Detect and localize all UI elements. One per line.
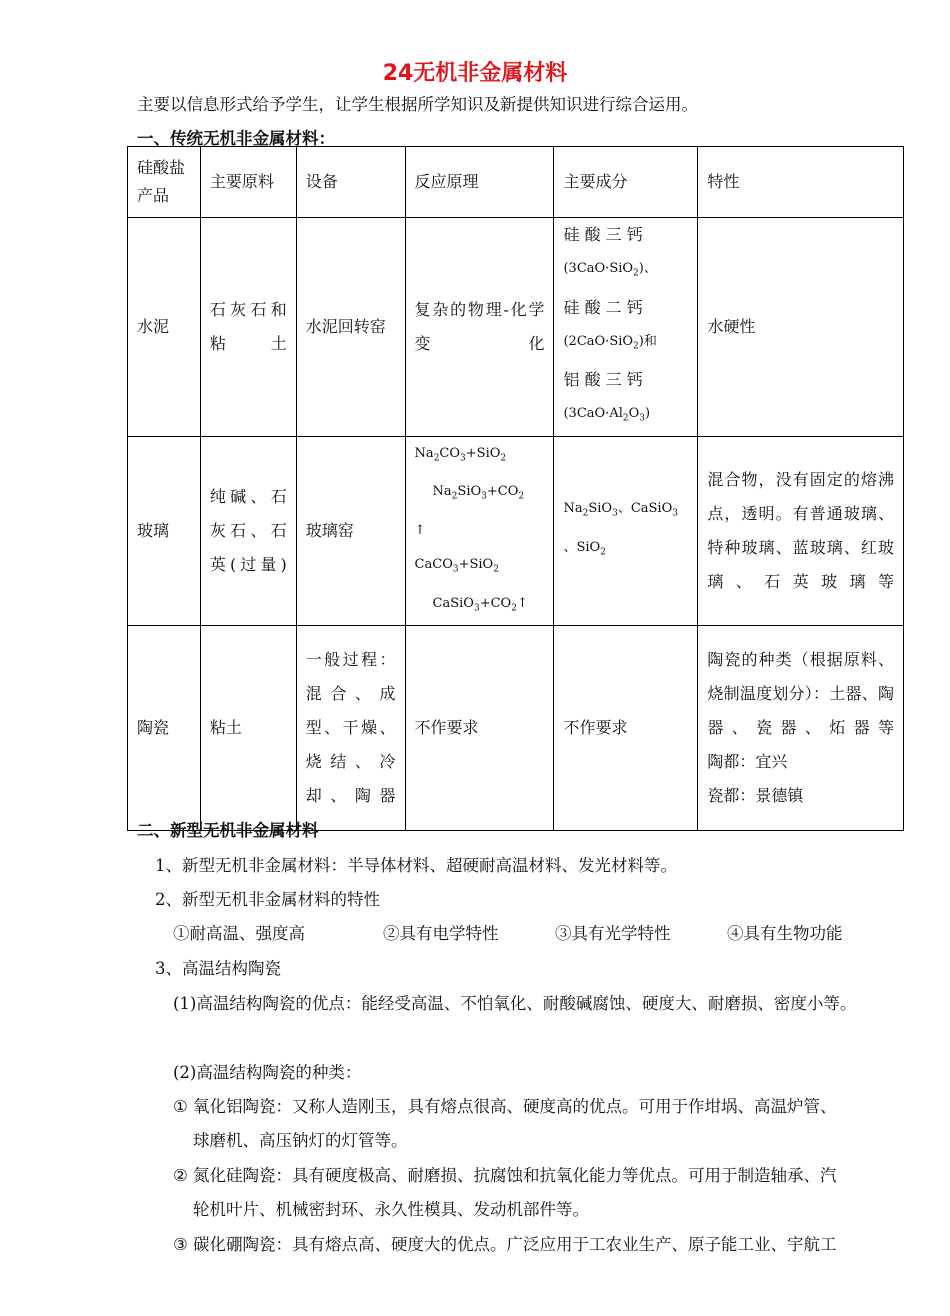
equipment-cell: 玻璃窑 [296, 436, 405, 625]
material-cell: 石灰石和粘土 [200, 218, 296, 437]
type-description: 碳化硼陶瓷：具有熔点高、硬度大的优点。广泛应用于工农业生产、原子能工业、宇航工 [193, 1235, 837, 1254]
equation-line: CaCO$_3$+SiO$_2$ [414, 556, 499, 575]
type-number: ③ [173, 1235, 188, 1254]
type-number: ② [173, 1166, 188, 1185]
type-description: 氧化铝陶瓷：又称人造刚玉，具有熔点很高、硬度高的优点。可用于作坩埚、高温炉管、 [193, 1097, 837, 1116]
property-line: 陶瓷的种类（根据原料、烧制温度划分）：土器、陶器、瓷器、炻器等 [707, 650, 894, 738]
table-row [128, 436, 904, 625]
product-cell: 玻璃 [128, 436, 201, 625]
header-cell: 反应原理 [405, 147, 554, 218]
equipment-cell: 一般过程：混合、成型、干燥、烧结、冷却、陶器 [296, 626, 405, 831]
component-line: 硅 酸 二 钙 [563, 297, 643, 317]
feature-item: ②具有电学特性 [383, 924, 499, 943]
equipment-cell: 水泥回转窑 [296, 218, 405, 437]
types-heading: (2)高温结构陶瓷的种类： [173, 1063, 362, 1082]
equation-line: $CaSiO_3+CO_2↑$ [432, 595, 528, 614]
product-cell: 水泥 [128, 218, 201, 437]
components-cell [554, 218, 698, 437]
traditional-materials-table [127, 146, 904, 831]
header-cell: 主要原料 [200, 147, 296, 218]
header-cell: 硅酸盐产品 [128, 147, 201, 218]
property-line: 瓷都：景德镇 [707, 786, 804, 806]
advantages-paragraph: (1)高温结构陶瓷的优点：能经受高温、不怕氧化、耐酸碱腐蚀、硬度大、耐磨损、密度小等。 [173, 994, 857, 1013]
component-line: 铝 酸 三 钙 [563, 370, 643, 390]
component-formula: (2CaO·SiO$_2$)和 [563, 333, 657, 352]
page-title: 24无机非金属材料 [382, 61, 568, 86]
type-description: 球磨机、高压钠灯的灯管等。 [193, 1131, 408, 1150]
intro-text: 主要以信息形式给予学生，让学生根据所学知识及新提供知识进行综合运用。 [137, 95, 698, 114]
header-cell: 设备 [296, 147, 405, 218]
component-formula: (3CaO·SiO$_2$)、 [563, 261, 657, 279]
table-header-row [128, 147, 904, 218]
list-item: 2、新型无机非金属材料的特性 [155, 890, 380, 909]
property-cell: 水硬性 [698, 218, 904, 437]
feature-item: ④具有生物功能 [727, 924, 843, 943]
components-cell: $Na_2SiO_3$、CaSiO$_3$ 、SiO$_2$ [554, 436, 698, 625]
table-row [128, 218, 904, 437]
material-cell: 粘土 [200, 626, 296, 831]
property-cell [698, 626, 904, 831]
component-line: 硅 酸 三 钙 [563, 225, 643, 244]
principle-cell: 不作要求 [405, 626, 554, 831]
header-cell: 主要成分 [554, 147, 698, 218]
property-cell: 混合物，没有固定的熔沸点，透明。有普通玻璃、特种玻璃、蓝玻璃、红玻璃、石英玻璃等 [698, 436, 904, 625]
components-cell: 不作要求 [554, 626, 698, 831]
type-description: 轮机叶片、机械密封环、永久性模具、发动机部件等。 [193, 1200, 589, 1219]
header-cell: 特性 [698, 147, 904, 218]
component-formula: $(3CaO\cdot Al_2O_3)$ [563, 406, 651, 424]
section-heading-new: 二、新型无机非金属材料 [137, 821, 319, 840]
table-row [128, 626, 904, 831]
gas-arrow: ↑ [414, 522, 426, 538]
product-cell: 陶瓷 [128, 626, 201, 831]
property-line: 陶都：宜兴 [707, 752, 788, 772]
type-number: ① [173, 1097, 188, 1116]
section-heading-traditional: 一、传统无机非金属材料： [137, 129, 335, 148]
principle-cell: 复杂的物理-化学变化 [405, 218, 554, 437]
list-item: 1、新型无机非金属材料：半导体材料、超硬耐高温材料、发光材料等。 [155, 856, 677, 875]
list-item: 3、高温结构陶瓷 [155, 959, 281, 978]
type-description: 氮化硅陶瓷：具有硬度极高、耐磨损、抗腐蚀和抗氧化能力等优点。可用于制造轴承、汽 [193, 1166, 837, 1185]
equation-line: $Na_2CO_3+SiO_2$ [414, 445, 507, 464]
feature-item: ③具有光学特性 [555, 924, 671, 943]
principle-cell [405, 436, 554, 625]
feature-item: ①耐高温、强度高 [173, 924, 305, 943]
material-cell: 纯碱、石灰石、石英(过量) [200, 436, 296, 625]
equation-line: $Na_2SiO_3+CO_2$ [432, 484, 525, 502]
